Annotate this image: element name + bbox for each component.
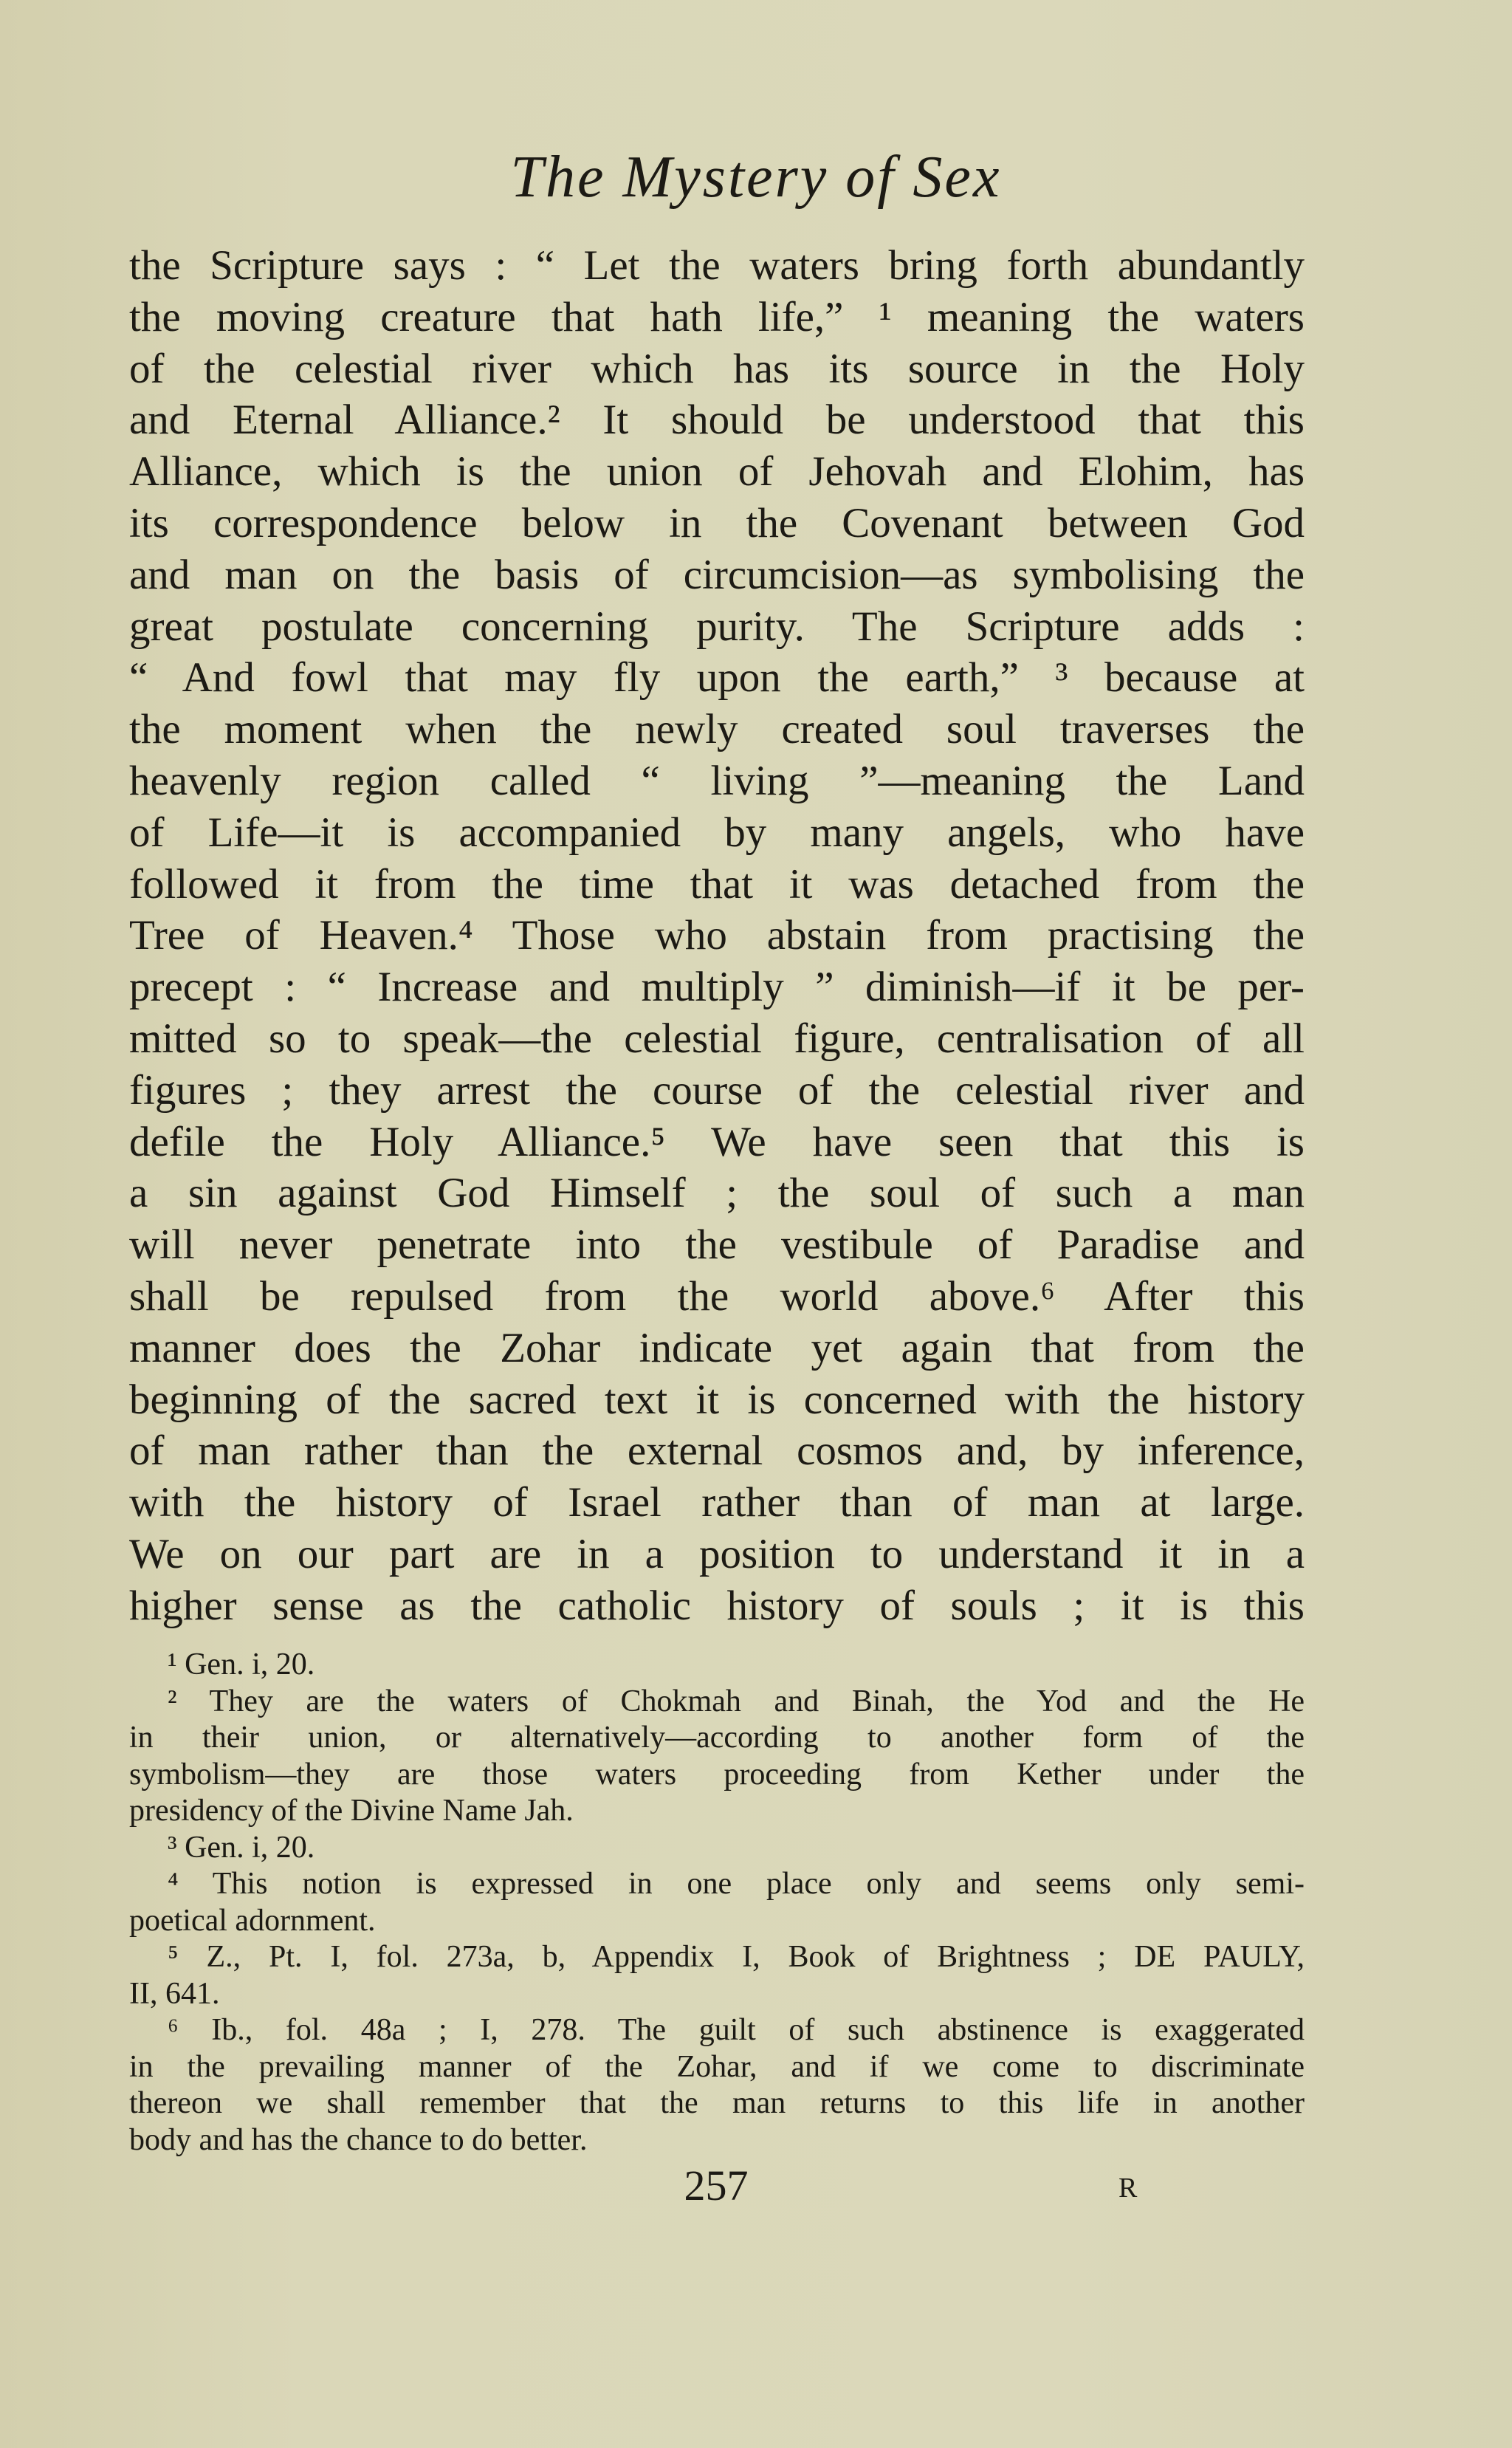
footnote-line: ² They are the waters of Chokmah and Binah, the Yod and the He (168, 1684, 1305, 1718)
body-text (129, 240, 1305, 1632)
footnote-line: presidency of the Divine Name Jah. (129, 1794, 574, 1828)
body-line: heavenly region called “ living ”—meaning the Land (129, 757, 1305, 804)
body-line: great postulate concerning purity. The Scripture adds : (129, 603, 1305, 650)
footnote-line: body and has the chance to do better. (129, 2122, 588, 2157)
body-line: will never penetrate into the vestibule of Paradise and (129, 1221, 1305, 1269)
body-line: a sin against God Himself ; the soul of such a man (129, 1170, 1305, 1217)
body-line: of Life—it is accompanied by many angels, who have (129, 809, 1305, 856)
footnote-line: symbolism—they are those waters proceeding from Kether under the (129, 1757, 1305, 1792)
footnote-line: ⁶ Ib., fol. 48a ; I, 278. The guilt of such abstinence is exaggerated (168, 2013, 1305, 2047)
body-line: of man rather than the external cosmos and, by inference, (129, 1427, 1305, 1475)
running-head: The Mystery of Sex (510, 145, 1002, 210)
body-line: Alliance, which is the union of Jehovah and Elohim, has (129, 448, 1305, 496)
body-line: and man on the basis of circumcision—as symbolising the (129, 551, 1305, 598)
body-line: the moving creature that hath life,” ¹ meaning the waters (129, 293, 1305, 340)
footnote-line: in their union, or alternatively—according to another form of the (129, 1721, 1305, 1755)
footnote-line: ¹ Gen. i, 20. (168, 1648, 315, 1681)
body-line: beginning of the sacred text it is concerned with the history (129, 1376, 1305, 1423)
footnote-line: poetical adornment. (129, 1903, 376, 1938)
body-line: shall be repulsed from the world above.⁶ After this (129, 1272, 1305, 1320)
body-line: “ And fowl that may fly upon the earth,” ³ because at (129, 654, 1305, 702)
body-line: the moment when the newly created soul traverses the (129, 706, 1305, 753)
body-line: of the celestial river which has its source in the Holy (129, 345, 1305, 392)
body-line: Tree of Heaven.⁴ Those who abstain from practising the (129, 912, 1305, 959)
footnote-line: thereon we shall remember that the man returns to this life in another (129, 2086, 1305, 2120)
body-line: followed it from the time that it was detached from the (129, 860, 1305, 908)
body-line: higher sense as the catholic history of souls ; it is this (129, 1582, 1305, 1629)
footnote-line: ³ Gen. i, 20. (168, 1830, 315, 1865)
body-line: manner does the Zohar indicate yet again that from the (129, 1324, 1305, 1371)
body-line: the Scripture says : “ Let the waters bring forth abundantly (129, 242, 1305, 289)
body-line: defile the Holy Alliance.⁵ We have seen that this is (129, 1118, 1305, 1165)
footnote-line: ⁴ This notion is expressed in one place only and seems only semi- (168, 1867, 1305, 1901)
page-number: 257 (684, 2161, 749, 2209)
body-line: figures ; they arrest the course of the celestial river and (129, 1066, 1305, 1114)
body-line: mitted so to speak—the celestial figure, centralisation of all (129, 1015, 1305, 1062)
body-line: with the history of Israel rather than of man at large. (129, 1479, 1305, 1526)
footnotes (129, 1647, 1305, 2159)
body-line: precept : “ Increase and multiply ” diminish—if it be per- (129, 964, 1305, 1011)
body-line: We on our part are in a position to understand it in a (129, 1530, 1305, 1577)
footnote-line: II, 641. (129, 1976, 220, 2011)
signature-mark: R (1118, 2173, 1138, 2204)
body-line: and Eternal Alliance.² It should be understood that this (129, 397, 1305, 444)
footnote-line: in the prevailing manner of the Zohar, and if we come to discriminate (129, 2049, 1305, 2084)
footnote-line: ⁵ Z., Pt. I, fol. 273a, b, Appendix I, Book of Brightness ; DE PAULY, (168, 1940, 1305, 1974)
body-line: its correspondence below in the Covenant between God (129, 499, 1305, 546)
